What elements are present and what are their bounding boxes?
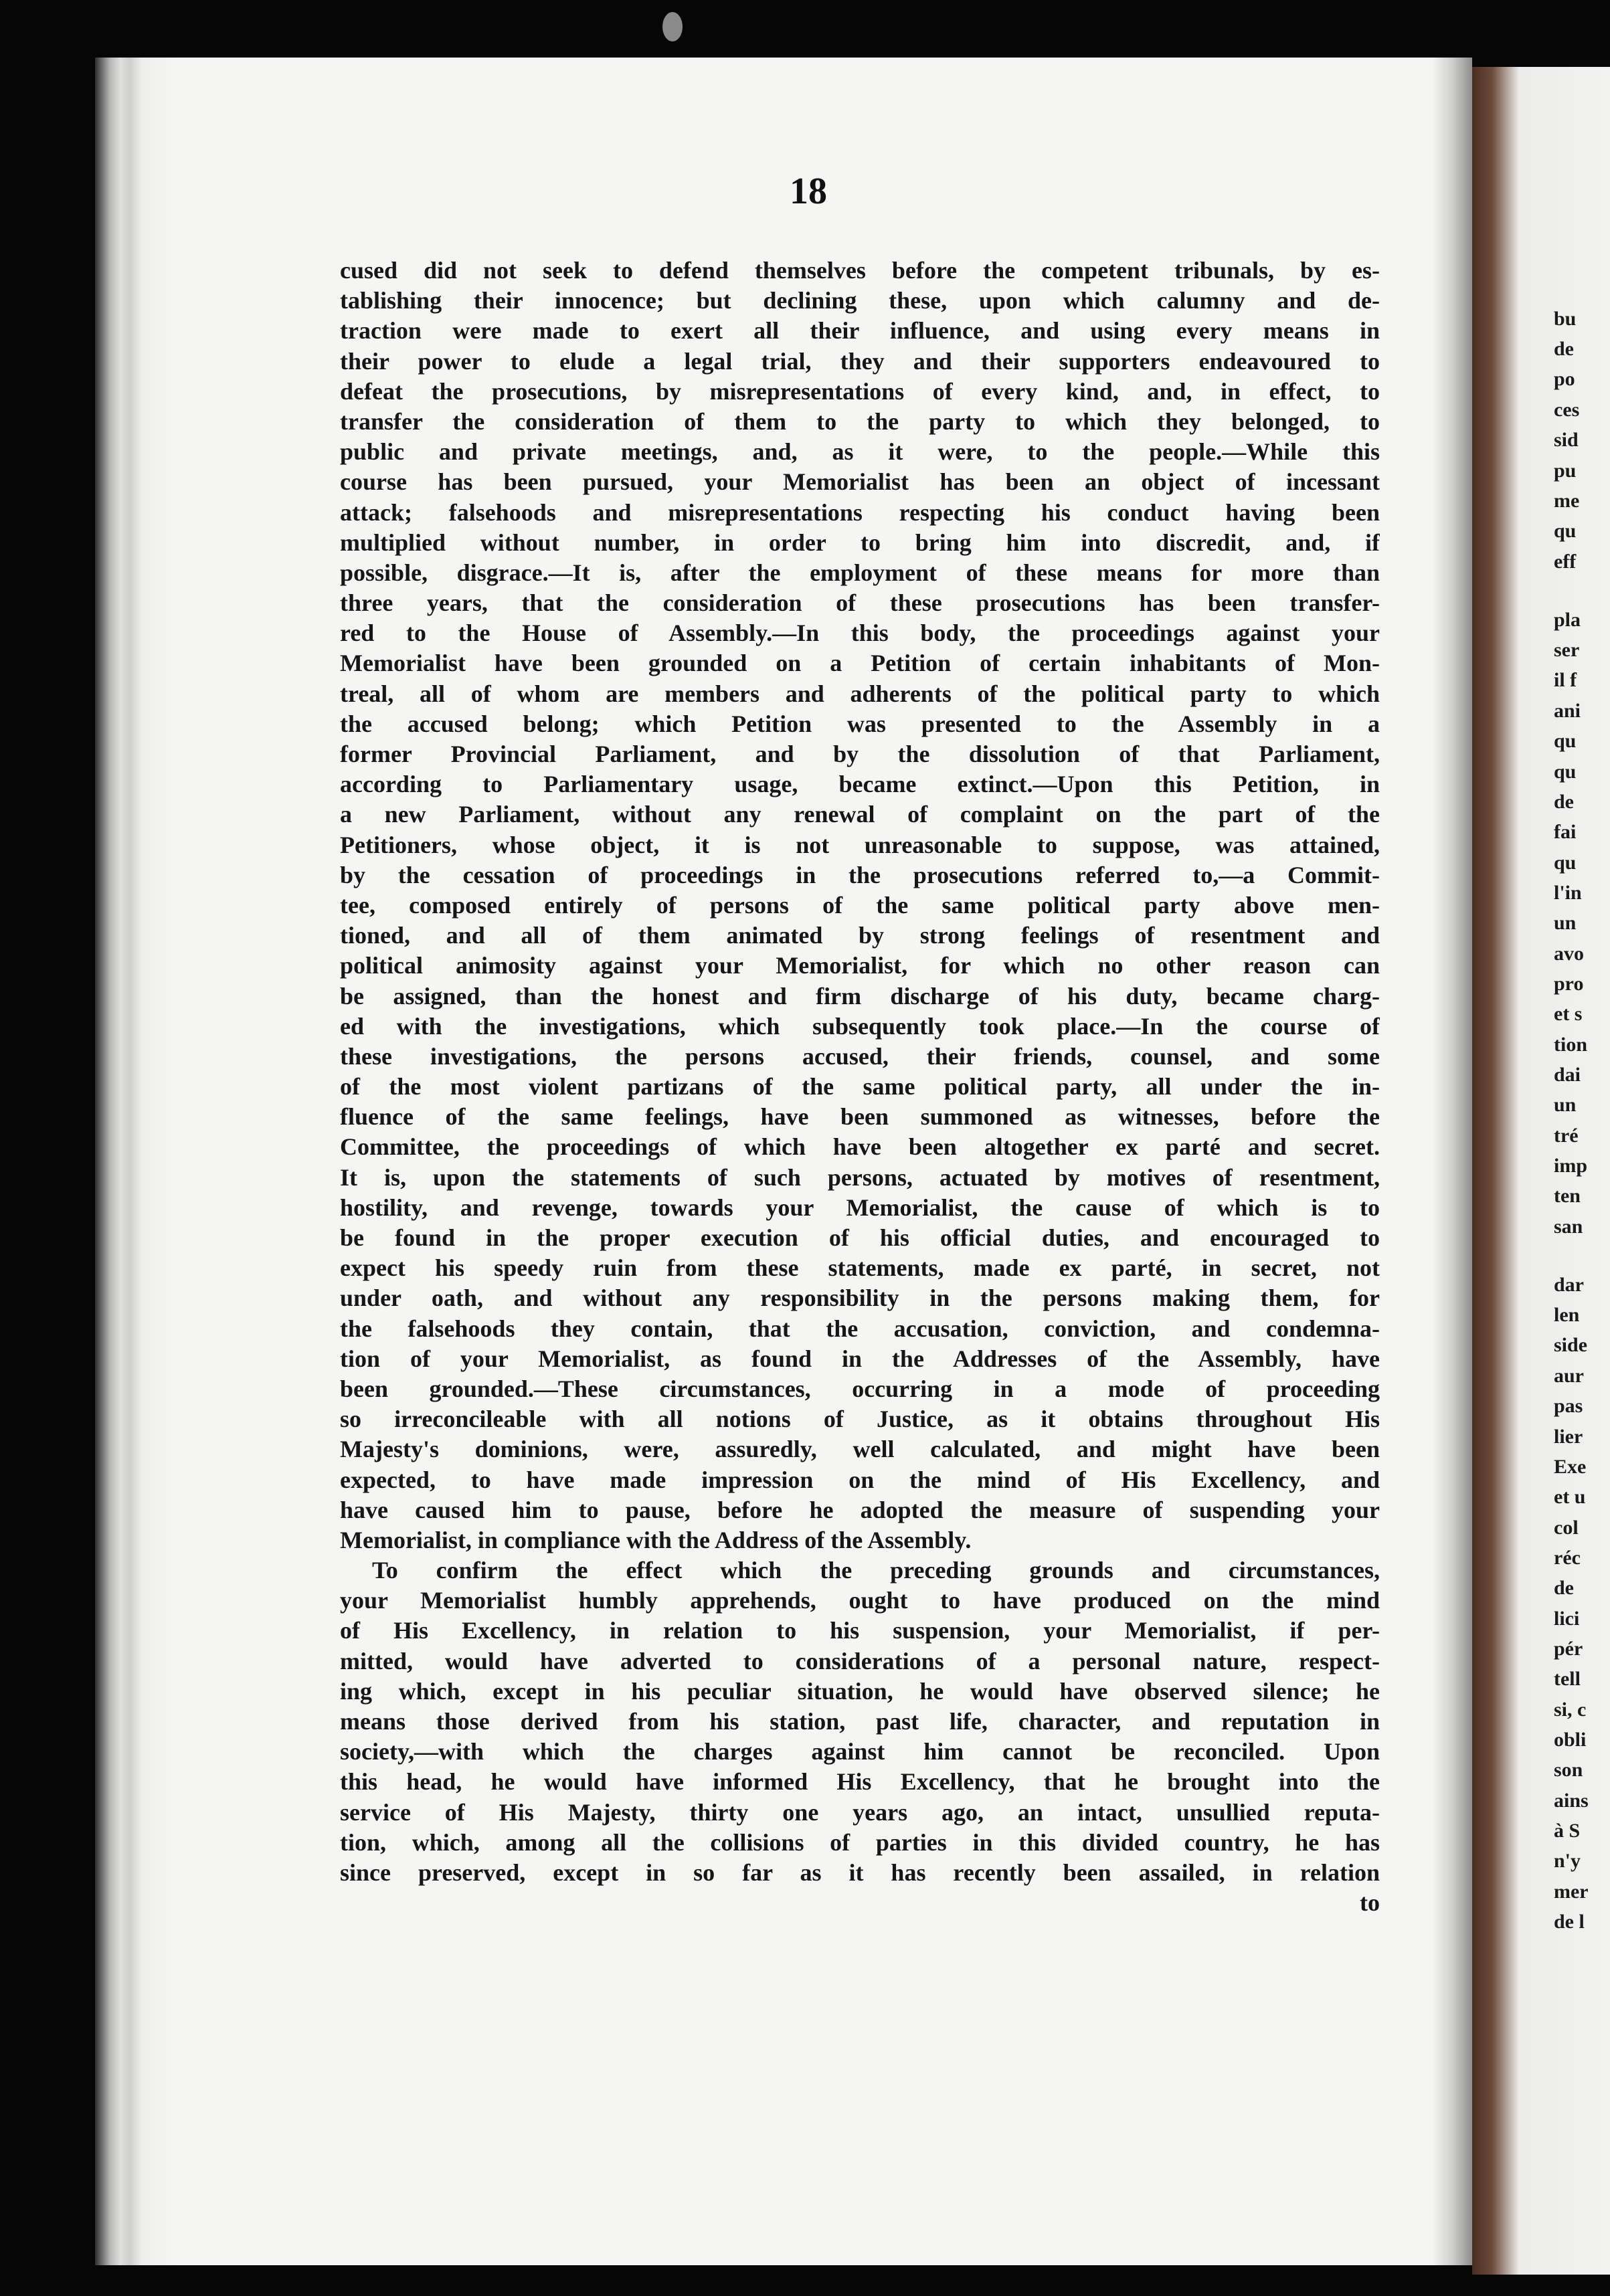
facing-page-fragment: Exe: [1554, 1456, 1587, 1478]
facing-page-fragment: side: [1554, 1334, 1588, 1356]
facing-page-fragment: ser: [1554, 639, 1580, 661]
facing-page-fragment: de: [1554, 338, 1574, 360]
facing-page-fragment: un: [1554, 1094, 1577, 1116]
text-line: treal, all of whom are members and adherents of the political party to which: [340, 680, 1380, 707]
facing-page-fragment: qu: [1554, 852, 1577, 874]
facing-page-fragment: ani: [1554, 700, 1581, 722]
facing-page-fragment: po: [1554, 368, 1575, 390]
facing-page-fragment: imp: [1554, 1155, 1588, 1177]
facing-page-fragment: l'in: [1554, 882, 1582, 904]
text-line: your Memorialist humbly apprehends, ought to have produced on the mind: [340, 1587, 1380, 1614]
text-line: these investigations, the persons accused, their friends, counsel, and some: [340, 1042, 1380, 1070]
text-line: tion, which, among all the collisions of parties in this divided country, he has: [340, 1828, 1380, 1856]
body-text: [340, 256, 1380, 1918]
facing-page-fragment: dai: [1554, 1064, 1581, 1086]
facing-page-fragment: san: [1554, 1216, 1583, 1238]
facing-page-fragment: mer: [1554, 1881, 1589, 1903]
text-line: this head, he would have informed His Excellency, that he brought into the: [340, 1768, 1380, 1796]
facing-page-fragment: son: [1554, 1759, 1583, 1781]
facing-page-fragment: tell: [1554, 1668, 1581, 1690]
facing-page-fragment: si, c: [1554, 1699, 1587, 1721]
text-line: society,—with which the charges against him cannot be reconciled. Upon: [340, 1738, 1380, 1765]
text-line: traction were made to exert all their influence, and using every means in: [340, 317, 1380, 345]
text-line: the accused belong; which Petition was presented to the Assembly in a: [340, 710, 1380, 737]
text-line: been grounded.—These circumstances, occurring in a mode of proceeding: [340, 1375, 1380, 1402]
text-line: expect his speedy ruin from these statements, made ex parté, in secret, not: [340, 1254, 1380, 1282]
text-line: Majesty's dominions, were, assuredly, well calculated, and might have been: [340, 1436, 1380, 1463]
facing-page-fragment: n'y: [1554, 1850, 1581, 1872]
facing-page-fragment: à S: [1554, 1820, 1581, 1842]
text-line: It is, upon the statements of such persons, actuated by motives of resentment,: [340, 1163, 1380, 1191]
text-line: be assigned, than the honest and firm discharge of his duty, became charg-: [340, 982, 1380, 1010]
text-line: Committee, the proceedings of which have been altogether ex parté and secret.: [340, 1133, 1380, 1161]
text-line: under oath, and without any responsibility in the persons making them, for: [340, 1284, 1380, 1312]
text-line: tablishing their innocence; but declining these, upon which calumny and de-: [340, 287, 1380, 314]
facing-page-fragment: et u: [1554, 1486, 1586, 1508]
text-line: service of His Majesty, thirty one years ago, an intact, unsullied reputa-: [340, 1798, 1380, 1826]
facing-page-fragment: qu: [1554, 761, 1577, 783]
text-line: a new Parliament, without any renewal of complaint on the part of the: [340, 801, 1380, 828]
text-line: tion of your Memorialist, as found in the Addresses of the Assembly, have: [340, 1345, 1380, 1372]
text-line: red to the House of Assembly.—In this body, the proceedings against your: [340, 619, 1380, 647]
facing-page-fragment: pu: [1554, 460, 1577, 482]
text-line: course has been pursued, your Memorialist has been an object of incessant: [340, 468, 1380, 496]
facing-page-fragment: de: [1554, 791, 1574, 813]
facing-page-fragment: eff: [1554, 551, 1577, 573]
facing-page-fragment: me: [1554, 490, 1580, 512]
text-line: ed with the investigations, which subsequently took place.—In the course of: [340, 1012, 1380, 1040]
facing-page-fragment: tion: [1554, 1034, 1588, 1056]
text-line: since preserved, except in so far as it has recently been assailed, in relation: [340, 1858, 1380, 1886]
facing-page: [1472, 67, 1610, 2275]
text-line: to: [1360, 1889, 1380, 1917]
facing-page-fragment: aur: [1554, 1365, 1584, 1387]
page-spine-shadow: [95, 58, 175, 2265]
text-line: multiplied without number, in order to bring him into discredit, and, if: [340, 529, 1380, 556]
facing-page-fragment: bu: [1554, 308, 1577, 330]
facing-page-fragment: lici: [1554, 1608, 1580, 1630]
facing-page-fragment: ten: [1554, 1185, 1581, 1207]
text-line: transfer the consideration of them to the party to which they belonged, to: [340, 407, 1380, 435]
facing-page-fragment: pla: [1554, 609, 1581, 631]
text-line: mitted, would have adverted to considerations of a personal nature, respect-: [340, 1647, 1380, 1675]
facing-page-fragment: len: [1554, 1304, 1580, 1326]
facing-page-fragment: tré: [1554, 1125, 1579, 1147]
text-line: the falsehoods they contain, that the accusation, conviction, and condemna-: [340, 1315, 1380, 1342]
text-line: public and private meetings, and, as it were, to the people.—While this: [340, 438, 1380, 466]
text-line: political animosity against your Memorialist, for which no other reason can: [340, 952, 1380, 979]
text-line: expected, to have made impression on the mind of His Excellency, and: [340, 1466, 1380, 1493]
text-line: possible, disgrace.—It is, after the employment of these means for more than: [340, 559, 1380, 586]
facing-page-fragment: ces: [1554, 399, 1580, 421]
text-line: fluence of the same feelings, have been summoned as witnesses, before the: [340, 1103, 1380, 1131]
text-line: To confirm the effect which the preceding grounds and circumstances,: [372, 1557, 1380, 1584]
text-line: of His Excellency, in relation to his suspension, your Memorialist, if per-: [340, 1617, 1380, 1644]
facing-page-fragment: qu: [1554, 520, 1577, 542]
page-fold-shadow: [1432, 58, 1472, 2265]
facing-page-fragment: de: [1554, 1577, 1574, 1599]
text-line: attack; falsehoods and misrepresentations respecting his conduct having been: [340, 498, 1380, 526]
text-line: Memorialist, in compliance with the Address of the Assembly.: [340, 1526, 972, 1553]
text-line: cused did not seek to defend themselves before the competent tribunals, by es-: [340, 257, 1380, 284]
text-line: means those derived from his station, past life, character, and reputation in: [340, 1708, 1380, 1735]
facing-page-fragment: un: [1554, 912, 1577, 934]
text-line: ing which, except in his peculiar situation, he would have observed silence; he: [340, 1677, 1380, 1705]
facing-page-fragment: ains: [1554, 1790, 1589, 1812]
text-line: according to Parliamentary usage, became extinct.—Upon this Petition, in: [340, 771, 1380, 798]
facing-page-fragment: et s: [1554, 1003, 1583, 1025]
facing-page-fragment: col: [1554, 1517, 1579, 1539]
text-line: three years, that the consideration of these prosecutions has been transfer-: [340, 589, 1380, 617]
text-line: defeat the prosecutions, by misrepresentations of every kind, and, in effect, to: [340, 377, 1380, 405]
text-line: of the most violent partizans of the same political party, all under the in-: [340, 1073, 1380, 1101]
facing-page-fragment: pér: [1554, 1638, 1583, 1660]
facing-page-fragment: pas: [1554, 1395, 1583, 1417]
facing-page-fragment: qu: [1554, 730, 1577, 752]
facing-page-fragment: obli: [1554, 1729, 1587, 1751]
text-line: their power to elude a legal trial, they and their supporters endeavoured to: [340, 347, 1380, 375]
text-line: Memorialist have been grounded on a Petition of certain inhabitants of Mon-: [340, 650, 1380, 677]
facing-page-fragment: il f: [1554, 669, 1577, 691]
facing-page-fragment: pro: [1554, 973, 1584, 995]
facing-page-fragment: lier: [1554, 1426, 1583, 1448]
text-line: former Provincial Parliament, and by the dissolution of that Parliament,: [340, 741, 1380, 767]
text-line: so irreconcileable with all notions of Justice, as it obtains throughout His: [340, 1406, 1380, 1433]
text-line: be found in the proper execution of his official duties, and encouraged to: [340, 1224, 1380, 1251]
scan-speck: [662, 12, 683, 41]
text-line: hostility, and revenge, towards your Memorialist, the cause of which is to: [340, 1193, 1380, 1221]
text-line: tioned, and all of them animated by strong feelings of resentment and: [340, 922, 1380, 949]
text-line: Petitioners, whose object, it is not unreasonable to suppose, was attained,: [340, 831, 1380, 858]
facing-page-fragment: avo: [1554, 943, 1584, 965]
facing-page-fragment: réc: [1554, 1547, 1581, 1569]
facing-page-fragment: sid: [1554, 429, 1579, 451]
text-line: tee, composed entirely of persons of the same political party above men-: [340, 891, 1380, 919]
text-line: have caused him to pause, before he adopted the measure of suspending your: [340, 1496, 1380, 1523]
facing-page-fragment: de l: [1554, 1911, 1585, 1933]
facing-page-fragment: fai: [1554, 821, 1577, 843]
text-line: by the cessation of proceedings in the prosecutions referred to,—a Commit-: [340, 861, 1380, 888]
page-number: 18: [790, 171, 827, 212]
facing-page-fragment: dar: [1554, 1274, 1584, 1296]
